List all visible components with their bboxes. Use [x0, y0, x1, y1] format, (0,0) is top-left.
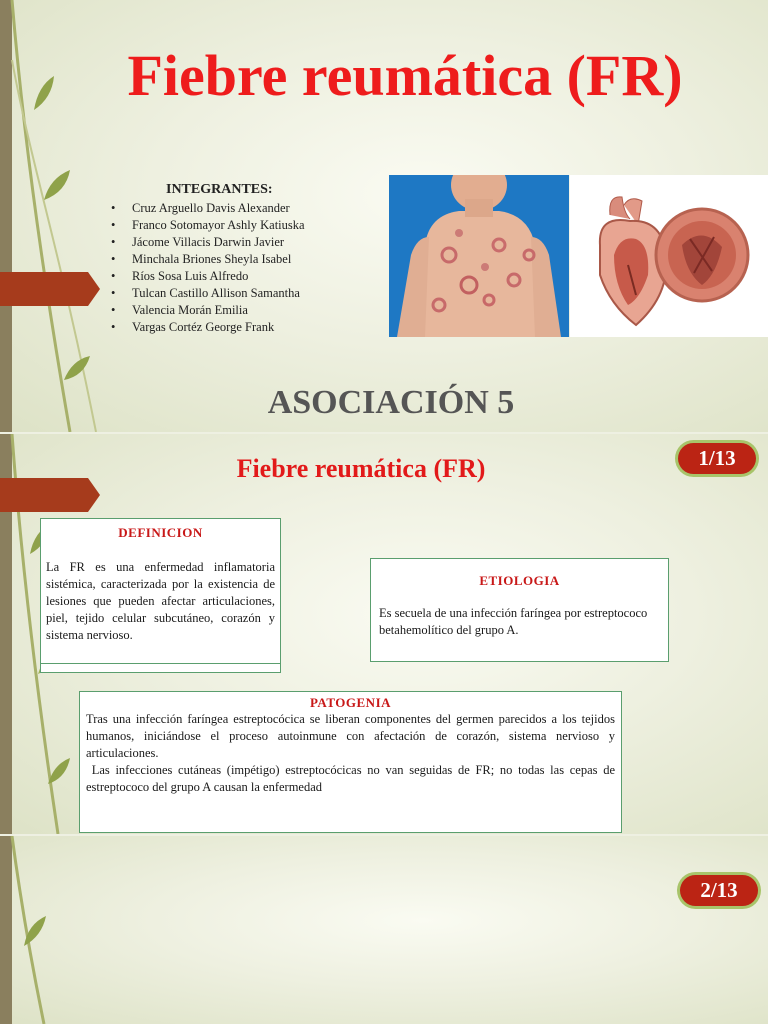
vine-decoration: [0, 836, 120, 1024]
presentation-title: Fiebre reumática (FR): [127, 43, 683, 108]
definition-heading: DEFINICION: [118, 525, 203, 540]
definition-divider: [41, 663, 280, 664]
member-item: • Ríos Sosa Luis Alfredo: [108, 268, 368, 285]
definition-box: [40, 518, 281, 673]
etiology-box: [370, 558, 669, 662]
slide-title: Fiebre reumática (FR): [236, 454, 486, 483]
heart-illustration: [570, 175, 768, 337]
slide-2: [0, 434, 768, 834]
slide-tab-marker: [0, 272, 100, 306]
etiology-text: Es secuela de una infección faríngea por estreptococo betahemolítico del grupo A.: [379, 606, 648, 637]
member-item: • Franco Sotomayor Ashly Katiuska: [108, 217, 368, 234]
member-item: • Jácome Villacis Darwin Javier: [108, 234, 368, 251]
member-item: • Cruz Arguello Davis Alexander: [108, 200, 368, 217]
member-item: • Tulcan Castillo Allison Samantha: [108, 285, 368, 302]
members-list: [108, 200, 368, 336]
members-heading: INTEGRANTES:: [166, 182, 273, 197]
pathogenesis-heading: PATOGENIA: [309, 695, 392, 710]
member-item: • Vargas Cortéz George Frank: [108, 319, 368, 336]
slide-3: [0, 836, 768, 1024]
page-counter: 2/13: [680, 875, 758, 906]
page-counter: 1/13: [678, 443, 756, 474]
pathogenesis-text-1: Tras una infección faríngea estreptocócica se liberan componentes del germen parecidos a los tejidos humanos, iniciándose el proceso autoinmune con afectación de corazón, sistema nervioso y articulaciones.: [86, 712, 615, 760]
child-rash-photo: [389, 175, 569, 337]
member-item: • Minchala Briones Sheyla Isabel: [108, 251, 368, 268]
definition-text: La FR es una enfermedad inflamatoria sistémica, caracterizada por la existencia de lesiones que pueden afectar articulaciones, piel, tejido celular subcutáneo, corazón y sistema nervioso.: [46, 560, 275, 642]
pathogenesis-text-2: Las infecciones cutáneas (impétigo) estreptocócicas no van seguidas de FR; no todas las cepas de estreptococo del grupo A causan la enfermedad: [86, 763, 619, 794]
association-label: ASOCIACIÓN 5: [267, 384, 515, 421]
members-block: [108, 182, 368, 336]
member-item: • Valencia Morán Emilia: [108, 302, 368, 319]
pathogenesis-box: [79, 691, 622, 833]
slide-1: [0, 0, 768, 432]
etiology-heading: ETIOLOGIA: [479, 573, 560, 588]
